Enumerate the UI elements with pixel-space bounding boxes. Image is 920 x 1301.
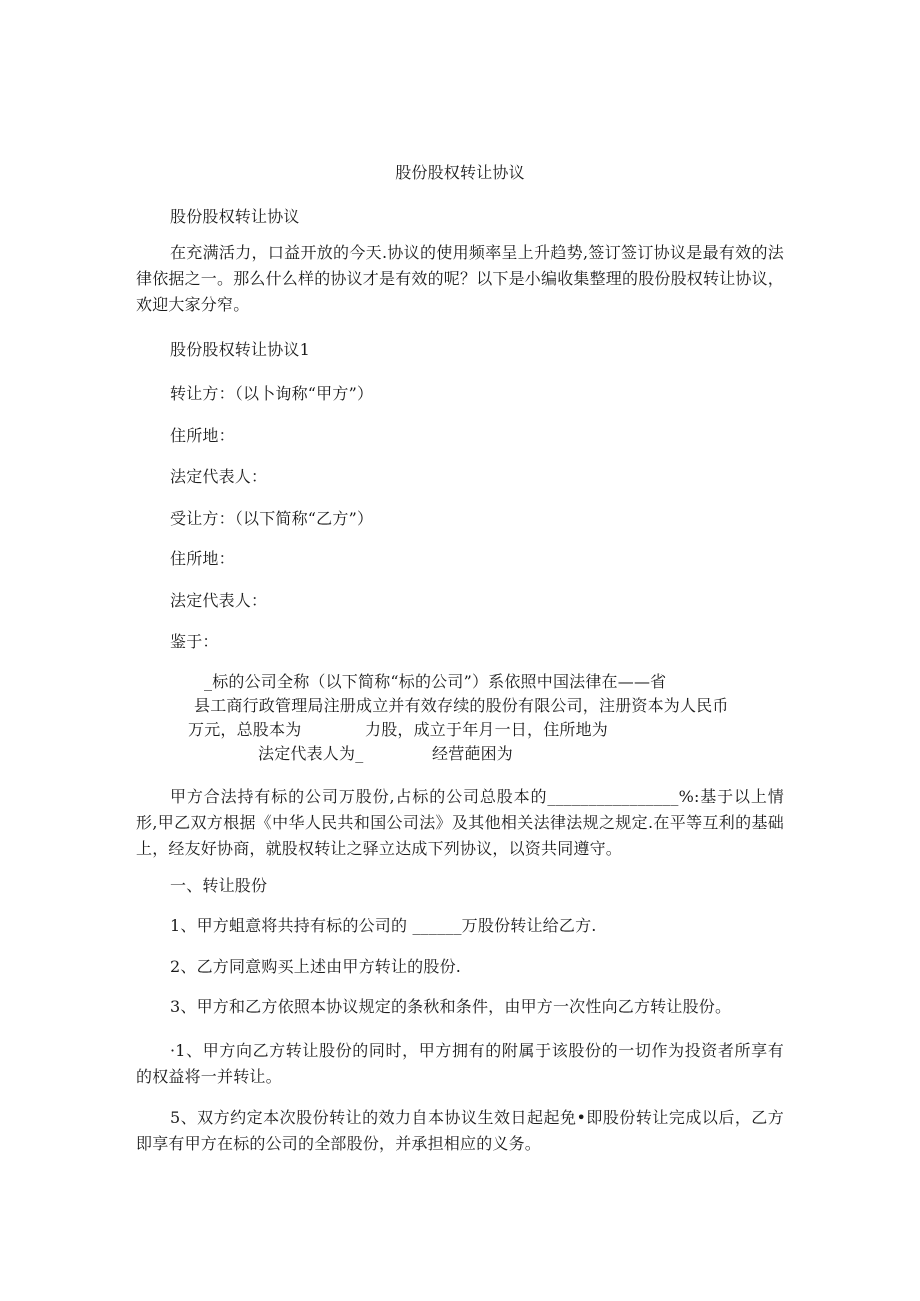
transferor-representative: 法定代表人：	[170, 467, 268, 486]
clause-2: 2、乙方同意购买上述由甲方转让的股份.	[170, 957, 462, 976]
company-line-1: _标的公司全称（以下简称“标的公司”）系依照中国法律在——省	[204, 672, 667, 691]
clause-4: ·1、甲方向乙方转让股份的同时，甲方拥有的附属于该股份的一切作为投资者所享有的权益将一并转让。	[136, 1041, 784, 1086]
section-1-heading: 一、转让股份	[170, 876, 268, 895]
holding-paragraph: 甲方合法持有标的公司万股份,占标的公司总股本的________________%:基于以上情形,甲乙双方根据《中华人民共和国公司法》及其他相关法律法规之规定.在平等互利的基础上，经友好协商，就股权转让之驿立达成下列协议，以资共同遵守。	[136, 787, 784, 858]
transferee-line: 受让方：（以下简称“乙方”）	[170, 509, 374, 528]
company-line-3b: 力股，成立于年月一日，住所地为	[365, 720, 609, 739]
clause-5: 5、双方约定本次股份转让的效力自本协议生效日起起免•即股份转让完成以后，乙方即享有甲方在标的公司的全部股份，并承担相应的义务。	[136, 1108, 784, 1153]
transferee-representative: 法定代表人：	[170, 591, 268, 610]
intro-paragraph: 在充满活力，口益开放的今天.协议的使用频率呈上升趋势,签订签订协议是最有效的法律依据之一。那么什么样的协议才是有效的呢？以下是小编收集整理的股份股权转让协议，欢迎大家分窄。	[136, 243, 785, 314]
document-subtitle: 股份股权转让协议	[170, 207, 300, 226]
transferor-line: 转让方：（以卜询称“甲方”）	[170, 384, 374, 403]
document-title: 股份股权转让协议	[395, 163, 525, 182]
agreement-heading: 股份股权转让协议1	[170, 340, 310, 359]
clause-1: 1、甲方蛆意将共持有标的公司的 ______万股份转让给乙方.	[170, 916, 597, 935]
transferor-address: 住所地：	[170, 426, 235, 445]
whereas-heading: 鉴于：	[170, 632, 219, 651]
company-line-4a: 法定代表人为_	[258, 744, 364, 763]
company-line-3a: 万元，总股本为	[188, 720, 302, 739]
company-line-2: 县工商行政管理局注册成立并有效存续的股份有限公司，注册资本为人民币	[194, 696, 729, 715]
clause-3: 3、甲方和乙方依照本协议规定的条秋和条件，由甲方一次性向乙方转让股份。	[170, 997, 732, 1016]
transferee-address: 住所地：	[170, 549, 235, 568]
company-line-4b: 经营葩困为	[432, 744, 514, 763]
